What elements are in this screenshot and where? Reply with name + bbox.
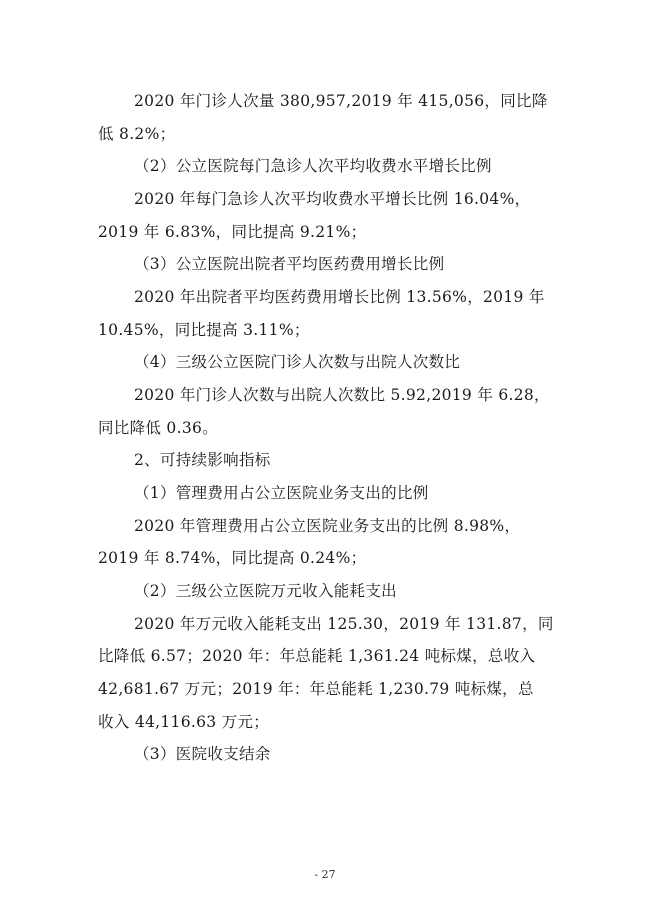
paragraph-line: 2020 年门诊人次量 380,957,2019 年 415,056，同比降: [134, 92, 548, 110]
paragraph-line: 同比降低 0.36。: [98, 419, 218, 437]
paragraph-line: 2020 年门诊人次数与出院人次数比 5.92,2019 年 6.28，: [134, 386, 550, 404]
paragraph-line: 2019 年 6.83%，同比提高 9.21%；: [98, 223, 367, 241]
section-heading: （1）管理费用占公立医院业务支出的比例: [134, 484, 429, 502]
paragraph-line: 收入 44,116.63 万元；: [98, 713, 270, 731]
paragraph-line: 2019 年 8.74%，同比提高 0.24%；: [98, 549, 367, 567]
paragraph-line: 10.45%，同比提高 3.11%；: [98, 321, 310, 339]
chapter-heading: 2、可持续影响指标: [134, 451, 271, 469]
paragraph-line: 2020 年万元收入能耗支出 125.30，2019 年 131.87，同: [134, 615, 554, 633]
section-heading: （4）三级公立医院门诊人次数与出院人次数比: [134, 353, 461, 371]
paragraph-line: 2020 年管理费用占公立医院业务支出的比例 8.98%，: [134, 517, 521, 535]
section-heading: （3）公立医院出院者平均医药费用增长比例: [134, 255, 445, 273]
section-heading: （2）三级公立医院万元收入能耗支出: [134, 582, 397, 600]
paragraph-line: 2020 年出院者平均医药费用增长比例 13.56%，2019 年: [134, 288, 545, 306]
paragraph-line: 低 8.2%；: [98, 125, 176, 143]
paragraph-line: 42,681.67 万元；2019 年：年总能耗 1,230.79 吨标煤，总: [98, 680, 534, 698]
paragraph-line: 比降低 6.57；2020 年：年总能耗 1,361.24 吨标煤，总收入: [98, 647, 536, 665]
section-heading: （3）医院收支结余: [134, 745, 271, 763]
paragraph-line: 2020 年每门急诊人次平均收费水平增长比例 16.04%，: [134, 190, 531, 208]
section-heading: （2）公立医院每门急诊人次平均收费水平增长比例: [134, 157, 492, 175]
page-number: - 27: [314, 868, 336, 881]
